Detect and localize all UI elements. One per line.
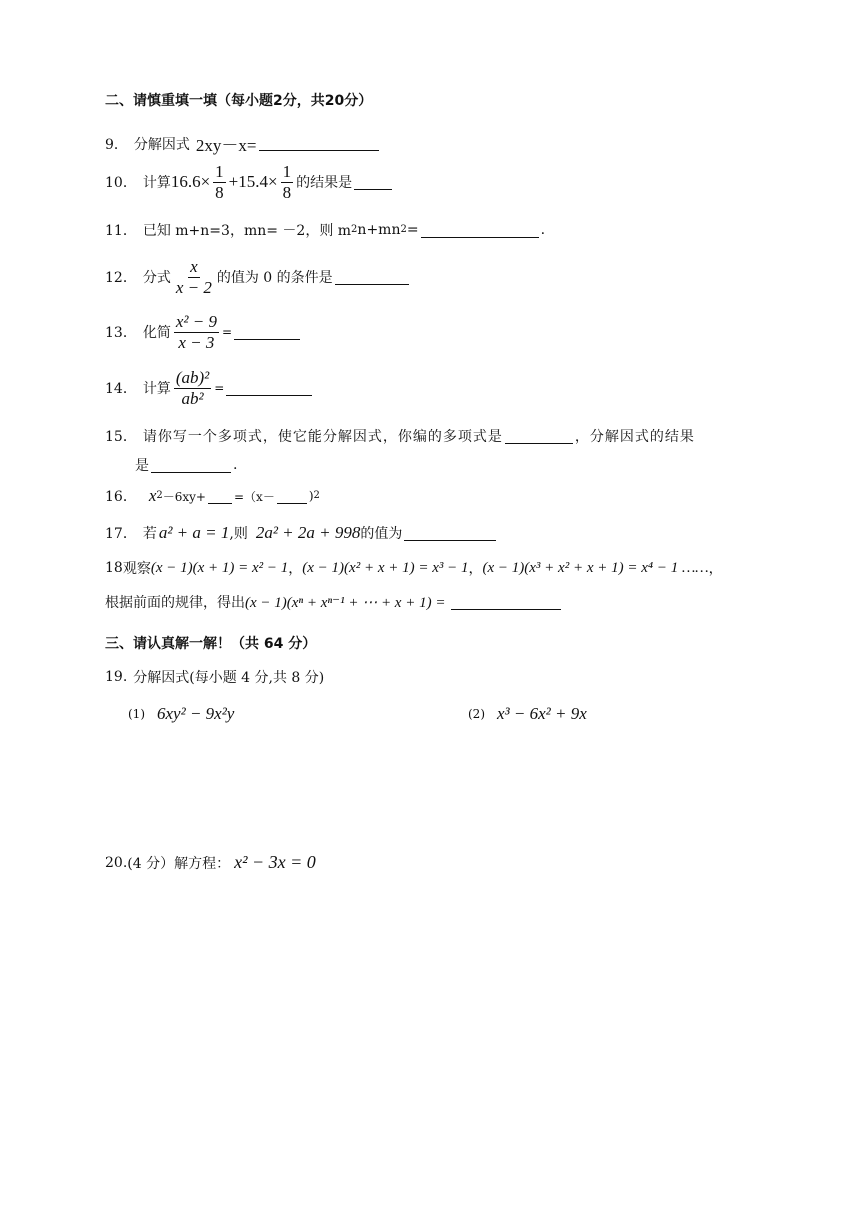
q19-part2-label: (2) [468, 707, 485, 721]
question-11: 11． 已知 m+n=3，mn= －2，则 m 2 n+mn 2 = . [105, 222, 546, 239]
q15-end: . [233, 457, 238, 473]
q10-times1: × [200, 172, 211, 192]
q19-text: 分解因式(每小题 4 分,共 8 分) [133, 670, 325, 686]
question-9 [105, 131, 381, 156]
q14-equals: = [214, 381, 225, 396]
q11-number: 11． [105, 223, 137, 239]
q11-end: . [540, 222, 546, 238]
question-15-line1 [105, 426, 695, 446]
q14-fraction: $\frac{\text{(ab)²}}{\text{ab²}}$ [175, 368, 210, 408]
q13-text: 化简 [142, 325, 171, 342]
q15-text1: 请你写一个多项式，使它能分解因式，你编的多项式是 [142, 429, 503, 445]
question-13 [105, 313, 302, 352]
q13-equals: = [221, 325, 233, 340]
question-14 [105, 369, 314, 408]
q17-condition: a² + a = 1 [158, 523, 230, 542]
question-19 [105, 667, 324, 687]
q17-mid: ,则 [229, 526, 248, 542]
question-20 [105, 852, 316, 873]
q15-polynomial-blank[interactable] [505, 429, 573, 444]
q17-expression: 2a² + 2a + 998 [255, 523, 361, 542]
q10-answer-blank[interactable] [354, 175, 392, 190]
q9-expression: 2xy－x= [195, 136, 257, 155]
q10-term1: 16.6 [170, 172, 201, 192]
q18-end: ， [708, 561, 723, 577]
q10-times2: × [268, 172, 278, 192]
q18-sep2: ， [468, 561, 483, 577]
q18-example2: (x − 1)(x² + x + 1) = x³ − 1 [302, 559, 469, 576]
question-18-line2 [105, 592, 563, 612]
question-10 [105, 163, 394, 202]
q12-tail: 的值为 0 的条件是 [216, 270, 333, 287]
q9-text: 分解因式 [133, 136, 190, 153]
q16-eq: =（x－ [234, 489, 275, 504]
q14-answer-blank[interactable] [226, 381, 312, 396]
q10-fraction2: $\frac{1}{8}$ [282, 162, 292, 202]
q10-text: 计算 [142, 175, 171, 192]
q17-number: 17． [105, 526, 137, 542]
question-19-part2 [468, 704, 587, 724]
q13-answer-blank[interactable] [234, 325, 300, 340]
q15-number: 15． [105, 429, 137, 445]
q18-example3: (x − 1)(x³ + x² + x + 1) = x⁴ − 1 …… [482, 559, 709, 576]
q16-term: －6xy+ [162, 489, 206, 504]
q13-fraction: $\frac{\text{x² − 9}}{x - 3}$ [175, 312, 217, 352]
q19-part1-label: (1) [128, 707, 145, 721]
q11-text: 已知 m+n=3，mn= －2，则 m [142, 223, 352, 239]
q9-number: 9． [105, 136, 128, 153]
q11-mid: n+mn [357, 222, 401, 238]
q16-blank1[interactable] [208, 489, 232, 504]
q15-text2: ，分解因式的结果 [574, 429, 695, 445]
q15-text3: 是 [135, 458, 149, 474]
q16-paren: ) [308, 489, 314, 503]
q17-answer-blank[interactable] [404, 526, 496, 541]
q18-text: 观察 [122, 561, 151, 577]
q18-number: 18 [105, 560, 123, 576]
q16-number: 16． [105, 489, 137, 505]
q20-text: (4 分）解方程： [127, 855, 231, 872]
q10-fraction1: $\frac{1}{8}$ [215, 162, 224, 202]
q19-part1-expression: 6xy² − 9x²y [157, 704, 235, 723]
q10-number: 10． [105, 175, 137, 192]
q18-sep1: ， [288, 561, 303, 577]
q18-answer-blank[interactable] [451, 595, 561, 610]
section2-heading: 二、请慎重填一填（每小题2分，共20分） [105, 93, 373, 109]
q10-term2: +15.4 [228, 172, 269, 192]
q18-general: (x − 1)(xⁿ + xⁿ⁻¹ + ⋯ + x + 1) = [245, 594, 446, 611]
question-19-part1 [128, 704, 234, 724]
q9-answer-blank[interactable] [259, 136, 379, 151]
question-15-line2 [135, 455, 237, 475]
q17-tail: 的值为 [360, 526, 403, 542]
question-17 [105, 523, 498, 543]
question-16: 16． x 2 －6xy+ =（x－ ) 2 [105, 486, 320, 505]
question-18-line1 [105, 558, 723, 578]
q18-example1: (x − 1)(x + 1) = x² − 1 [150, 559, 289, 576]
q12-text: 分式 [142, 270, 171, 287]
q20-equation: x² − 3x = 0 [234, 852, 316, 872]
q11-answer-blank[interactable] [421, 223, 539, 238]
q12-answer-blank[interactable] [335, 270, 409, 285]
q10-tail: 的结果是 [296, 175, 353, 192]
q19-part2-expression: x³ − 6x² + 9x [497, 704, 587, 723]
section3-heading: 三、请认真解一解！（共 64 分） [105, 636, 317, 652]
q18-rule-text: 根据前面的规律，得出 [105, 595, 245, 611]
q12-number: 12． [105, 270, 137, 287]
q12-fraction: $\frac{x}{x - 2}$ [175, 257, 212, 297]
q11-equals: = [406, 222, 419, 238]
q19-number: 19. [105, 669, 128, 685]
q15-result-blank[interactable] [151, 458, 231, 473]
q14-number: 14． [105, 381, 137, 398]
q20-number: 20. [105, 854, 128, 871]
question-12 [105, 258, 411, 297]
q13-number: 13． [105, 325, 137, 342]
q14-text: 计算 [142, 381, 171, 398]
q16-x: x [148, 486, 157, 505]
q17-text: 若 [142, 526, 157, 542]
q16-blank2[interactable] [277, 489, 307, 504]
